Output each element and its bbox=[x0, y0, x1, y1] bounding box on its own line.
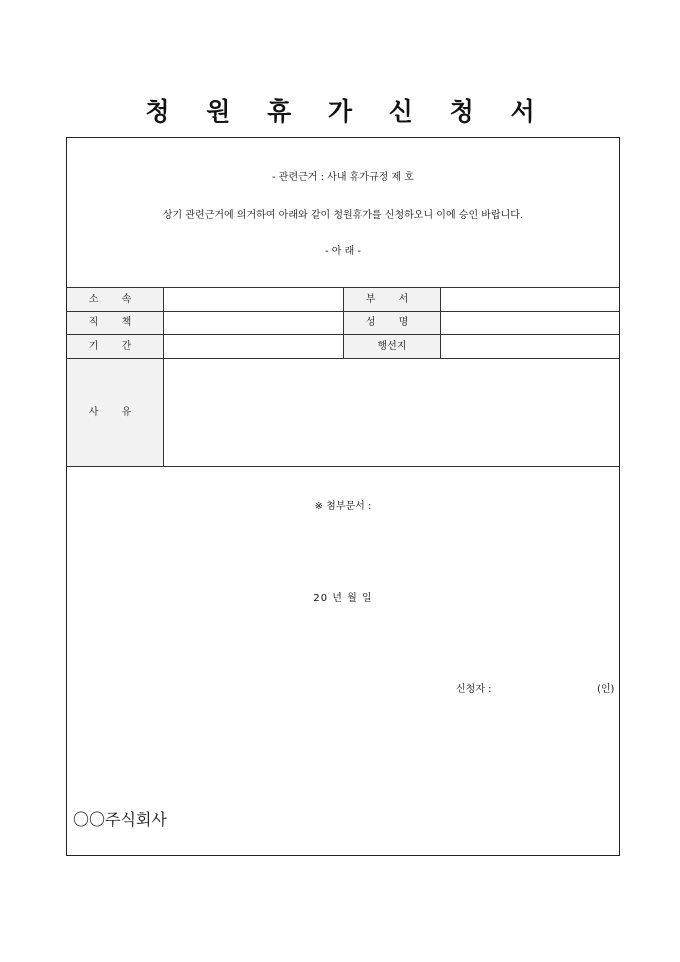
label-reason: 사 유 bbox=[67, 359, 163, 466]
position-field[interactable] bbox=[164, 312, 343, 334]
attachments-text: ※ 첨부문서 : bbox=[314, 501, 372, 512]
below-text: - 아 래 - bbox=[324, 246, 362, 257]
affiliation-field[interactable] bbox=[164, 288, 343, 311]
basis-text: - 관련근거 : 사내 휴가규정 제 호 bbox=[272, 172, 414, 183]
label-name: 성 명 bbox=[344, 312, 440, 334]
statement-text: 상기 관련근거에 의거하여 아래와 같이 청원휴가를 신청하오니 이에 승인 바랍니다. bbox=[162, 210, 524, 221]
form-frame bbox=[66, 137, 620, 856]
name-field[interactable] bbox=[441, 312, 619, 334]
label-position: 직 책 bbox=[67, 312, 163, 334]
label-affiliation: 소 속 bbox=[67, 288, 163, 311]
company-name: 〇〇주식회사 bbox=[73, 810, 167, 829]
period-field[interactable] bbox=[164, 335, 343, 358]
label-department: 부 서 bbox=[344, 288, 440, 311]
date-text: 20 년 월 일 bbox=[313, 593, 373, 604]
label-period: 기 간 bbox=[67, 335, 163, 358]
page-title: 청 원 휴 가 신 청 서 bbox=[145, 97, 549, 126]
seal-label: (인) bbox=[597, 684, 615, 695]
department-field[interactable] bbox=[441, 288, 619, 311]
label-destination: 행선지 bbox=[344, 335, 440, 358]
destination-field[interactable] bbox=[441, 335, 619, 358]
applicant-label: 신청자 : bbox=[456, 684, 492, 695]
reason-field[interactable] bbox=[164, 359, 619, 466]
